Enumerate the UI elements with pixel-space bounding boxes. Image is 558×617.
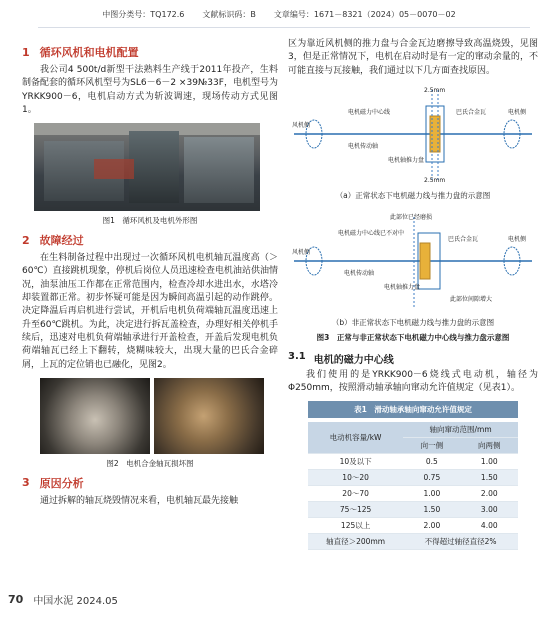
capacity-header: 电动机容量/kW	[308, 422, 403, 454]
diagram-b-caption: （b）非正常状态下电机磁力线与推力盘的示意图	[331, 317, 495, 327]
left-column	[22, 38, 278, 508]
section-3-1-heading	[288, 351, 538, 366]
section-number: 1	[22, 45, 30, 59]
gap-label: 此部位间隙增大	[450, 295, 493, 303]
article-number: 文章编号：1671－8321（2024）05－0070－02	[273, 10, 456, 19]
section-1-paragraph: 我公司4 500t/d新型干法熟料生产线于2011年投产，生料制备配套的循环风机型号为SL6－6－2 ×39№33F，电机型号为YRKK900－6，电机启动方式为斩波调速，现场传动方式见图1。	[22, 65, 278, 115]
table-row: 125以上 2.00 4.00	[308, 518, 518, 534]
section-title: 电机的磁力中心线	[313, 354, 394, 366]
thrust-disk-label: 电机轴推力盘	[388, 156, 425, 164]
diagram-a-caption: （a）正常状态下电机磁力线与推力盘的示意图	[335, 190, 491, 200]
magnetic-center-label: 电机磁力中心线	[348, 108, 391, 116]
figure-1-caption: 图1 循环风机及电机外形图	[102, 216, 198, 226]
clc-number: 中图分类号：TQ172.6	[102, 10, 185, 19]
one-side-header: 向一侧	[403, 438, 460, 454]
thrust-disk-label: 电机轴推力盘	[384, 283, 421, 291]
section-number: 3.1	[288, 350, 306, 362]
table-row: 75～125 1.50 3.00	[308, 502, 518, 518]
table-row: 轴直径＞200mm 不得超过轴径直径2%	[308, 534, 518, 550]
journal-name: 中国水泥 2024.05	[33, 596, 118, 607]
wear-label: 此部位已经磨损	[390, 213, 433, 221]
babbitt-label: 巴氏合金瓦	[456, 108, 487, 116]
article-header	[0, 9, 558, 25]
section-title: 故障经过	[39, 234, 84, 248]
section-number: 2	[22, 233, 30, 247]
table-row: 20～70 1.00 2.00	[308, 486, 518, 502]
section-3-1-paragraph: 我们使用的是YRKK900－6烧线式电动机，轴径为Φ250mm，按照滑动轴承轴向窜动允许值规定（见表1）。	[288, 369, 538, 394]
figure-3-caption: 图3 正常与非正常状态下电机磁力中心线与推力盘示意图	[316, 332, 510, 342]
continued-paragraph: 区为靠近风机侧的推力盘与合金瓦边磨擦导致高温烧毁，见图3，但是正常情况下，电机在启动时是有一定的窜动余量的，不可能直接与瓦接触，我们通过以下几方面查找原因。	[288, 39, 538, 76]
table-1-title: 表1 滑动轴承轴向窜动允许值规定	[308, 401, 518, 418]
magnetic-center-label: 电机磁力中心线已不对中	[338, 229, 405, 237]
section-title: 循环风机和电机配置	[39, 46, 139, 59]
section-title: 原因分析	[39, 476, 84, 490]
drive-shaft-label: 电机传动轴	[344, 269, 375, 277]
page-number: 70	[8, 593, 24, 606]
motor-side-label: 电机侧	[508, 235, 527, 243]
section-3-heading	[22, 475, 278, 491]
bearing-photo-left	[40, 378, 150, 454]
table-row: 10～20 0.75 1.50	[308, 470, 518, 486]
babbitt-label: 巴氏合金瓦	[448, 235, 479, 243]
document-code: 文献标识码：B	[202, 10, 256, 19]
diagram-abnormal-state	[288, 211, 538, 311]
section-number: 3	[22, 476, 30, 490]
axial-play-table	[308, 422, 518, 550]
bottom-dimension-label: 2.5mm	[424, 176, 446, 184]
fan-side-label: 风机侧	[292, 121, 311, 129]
figure-2-caption: 图2 电机合金轴瓦损坏图	[106, 458, 194, 468]
page-footer	[8, 592, 118, 607]
bearing-damage-photos	[40, 378, 278, 454]
motor-side-label: 电机侧	[508, 108, 527, 116]
section-2-heading	[22, 232, 278, 248]
drive-shaft-label: 电机传动轴	[348, 142, 379, 150]
section-2-paragraph: 在生料制备过程中出现过一次循环风机电机轴瓦温度高（＞60℃）直接跳机现象，停机后岗位人员迅速检查电机油站供油情况，油泵油压工作都在正常范围内，检查冷却水进出水，水塔冷却装置都正常。初步怀疑可能是因为瞬间高温引起的动作跳停。决定降温后再启机进行尝试，开机后电机负荷端轴瓦温度迅速上升至60℃跳机。为此，决定进行拆瓦盖检查，办理好相关停机手续后，迅速对电机负荷端轴承进行开盖检查，开盖后发现电机负荷端轴瓦已经上下翻转，烧糊味较大，出现大量的巴氏合金碎屑，上瓦的定位销也已融化，见图2。	[22, 253, 278, 370]
section-3-paragraph: 通过拆解的轴瓦烧毁情况来看，电机轴瓦最先接触	[40, 495, 239, 506]
two-side-header: 向两侧	[461, 438, 518, 454]
right-column	[288, 38, 538, 550]
section-1-heading	[22, 44, 278, 60]
fan-side-label: 风机侧	[292, 248, 311, 256]
range-header: 轴向窜动范围/mm	[403, 422, 518, 438]
diagram-normal-state	[288, 84, 538, 184]
bearing-photo-right	[154, 378, 264, 454]
top-dimension-label: 2.5mm	[424, 86, 446, 94]
header-divider	[38, 27, 530, 28]
fan-motor-photo	[34, 123, 260, 211]
table-row: 10及以下 0.5 1.00	[308, 454, 518, 470]
